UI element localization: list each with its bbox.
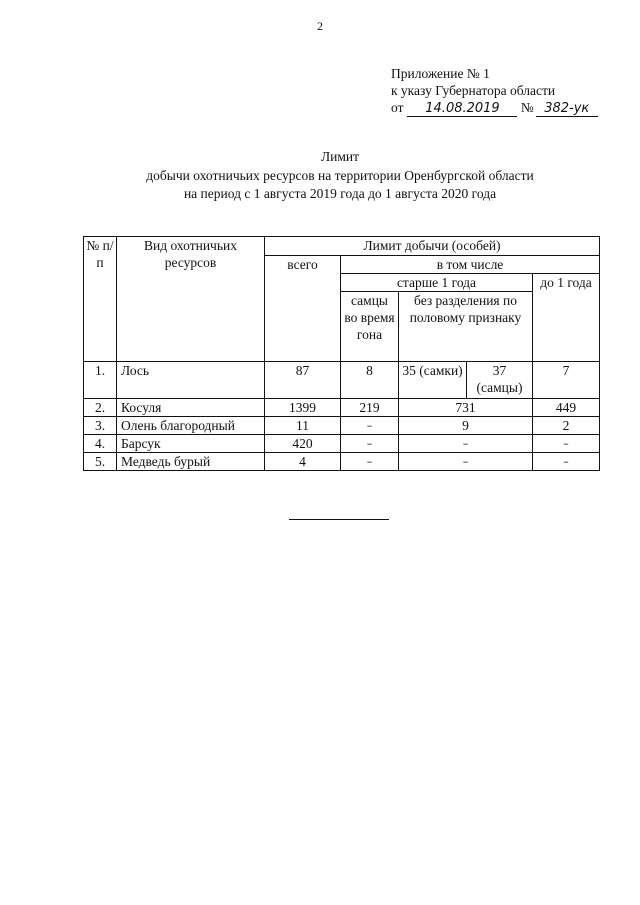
table-row: [84, 453, 600, 471]
cell-males: 37 (самцы): [467, 362, 533, 399]
doc-title-line2: добычи охотничьих ресурсов на территории Оренбургской области: [146, 168, 534, 183]
cell-total: 11: [265, 417, 341, 435]
cell-males-rut: –: [341, 453, 399, 471]
cell-num: 2.: [84, 399, 117, 417]
cell-total: 420: [265, 435, 341, 453]
number-prefix: №: [520, 100, 534, 115]
table-row: [84, 399, 600, 417]
appendix-date-line: [391, 99, 598, 117]
cell-no-sex: 9: [399, 417, 533, 435]
cell-name: Олень благородный: [117, 417, 265, 435]
cell-name: Медведь бурый: [117, 453, 265, 471]
cell-males-rut: 219: [341, 399, 399, 417]
cell-no-sex: –: [399, 453, 533, 471]
cell-name: Лось: [117, 362, 265, 399]
cell-under: –: [533, 435, 600, 453]
table-row: [84, 362, 600, 399]
header-kind: Вид охотничьих ресурсов: [117, 237, 265, 362]
page-number: 2: [317, 19, 323, 33]
header-older: старше 1 года: [341, 274, 533, 292]
table-row: [84, 417, 600, 435]
cell-under: –: [533, 453, 600, 471]
cell-total: 1399: [265, 399, 341, 417]
cell-males-rut: –: [341, 435, 399, 453]
limits-table: [83, 236, 600, 471]
doc-title-line3: на период с 1 августа 2019 года до 1 августа 2020 года: [183, 186, 497, 201]
header-limit: Лимит добычи (особей): [265, 237, 600, 256]
cell-males-rut: 8: [341, 362, 399, 399]
header-under: до 1 года: [533, 274, 600, 362]
cell-num: 3.: [84, 417, 117, 435]
appendix-subtitle: к указу Губернатора области: [391, 83, 556, 98]
header-no-sex: без разделения по половому признаку: [399, 292, 533, 362]
handwritten-number: 382-ук: [536, 102, 598, 117]
cell-name: Косуля: [117, 399, 265, 417]
cell-no-sex: –: [399, 435, 533, 453]
end-divider: [289, 519, 389, 520]
cell-under: 2: [533, 417, 600, 435]
cell-females: 35 (самки): [399, 362, 467, 399]
cell-name: Барсук: [117, 435, 265, 453]
cell-males-rut: –: [341, 417, 399, 435]
cell-under: 7: [533, 362, 600, 399]
cell-num: 1.: [84, 362, 117, 399]
cell-no-sex: 731: [399, 399, 533, 417]
header-total: всего: [265, 256, 341, 362]
cell-num: 4.: [84, 435, 117, 453]
header-males-rut: самцы во время гона: [341, 292, 399, 362]
cell-total: 87: [265, 362, 341, 399]
handwritten-date: 14.08.2019: [407, 102, 517, 117]
cell-total: 4: [265, 453, 341, 471]
cell-under: 449: [533, 399, 600, 417]
date-prefix: от: [391, 100, 404, 115]
appendix-title: Приложение № 1: [391, 66, 490, 81]
doc-title: Лимит: [320, 149, 360, 164]
cell-num: 5.: [84, 453, 117, 471]
header-num: № п/п: [84, 237, 117, 362]
header-including: в том числе: [341, 256, 600, 274]
table-row: [84, 435, 600, 453]
